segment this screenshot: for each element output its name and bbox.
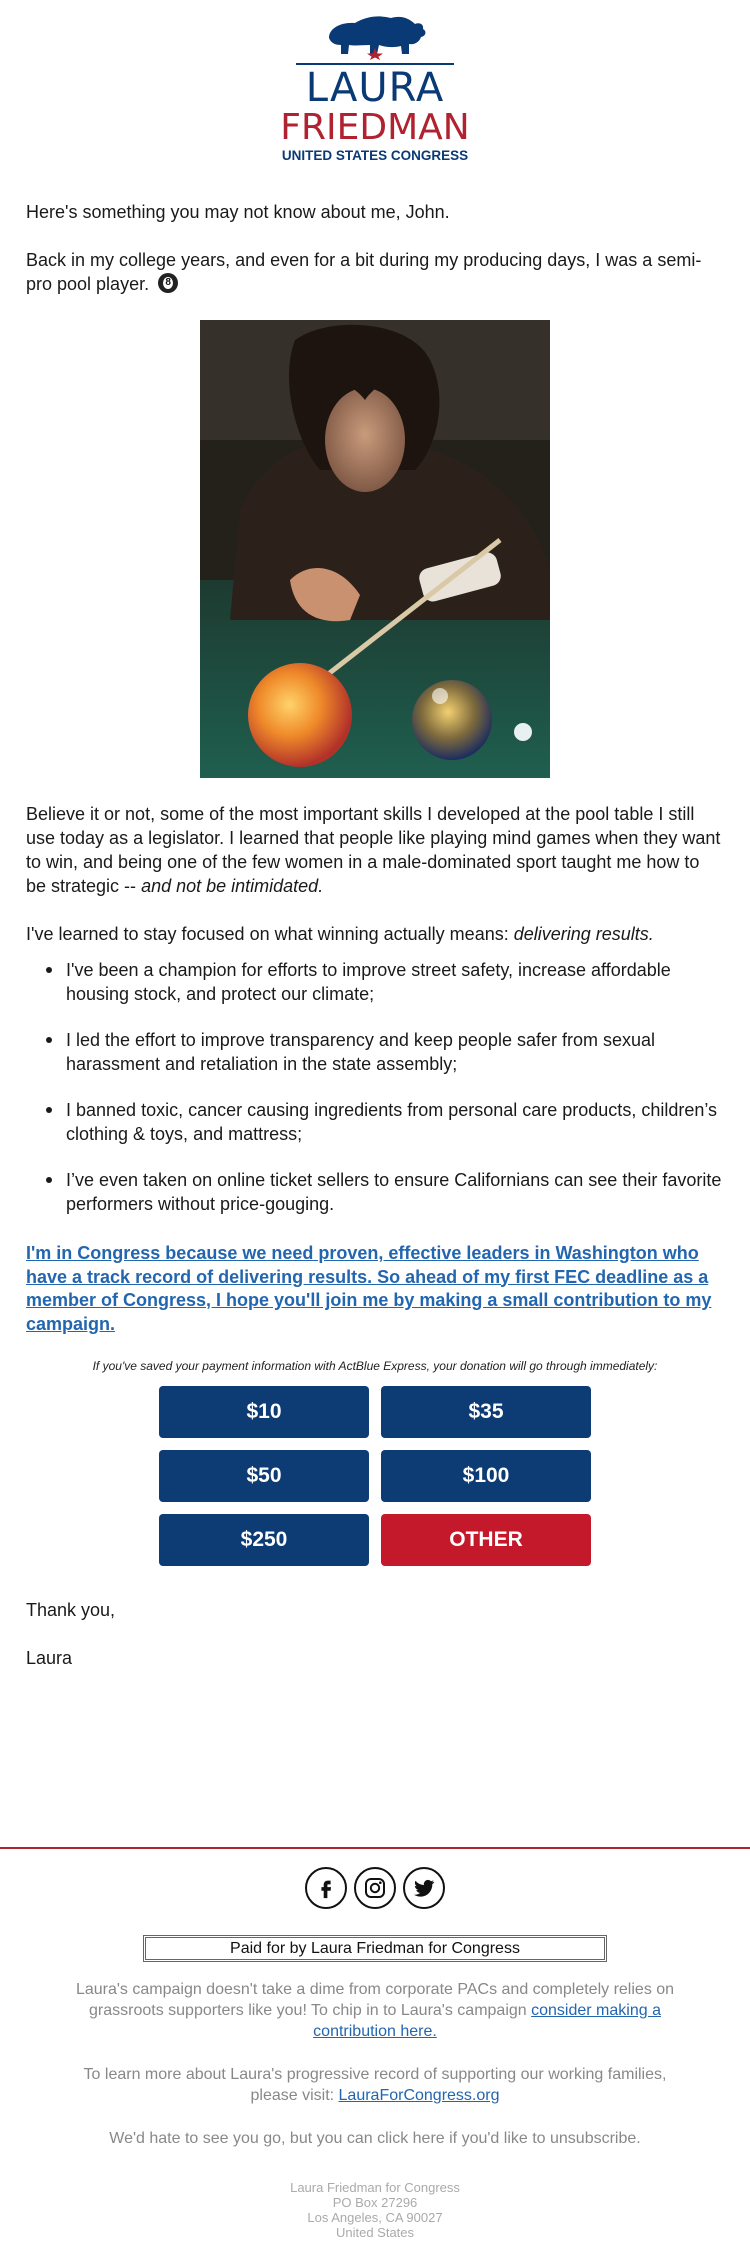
footer-divider: [0, 1847, 750, 1849]
focus-text: I've learned to stay focused on what winning actually means:: [26, 924, 509, 944]
logo-first-name: LAURA: [305, 65, 445, 111]
address-line: Laura Friedman for Congress: [290, 2180, 460, 2195]
donate-35-button[interactable]: $35: [381, 1386, 591, 1438]
skills-text: Believe it or not, some of the most important skills I developed at the pool table I still use today as a legislator. I learned that people like playing mind games when they want to win, and being one of the few women in a male-dominated sport taught me how to be strategic --: [26, 804, 721, 896]
social-links: [0, 1867, 750, 1909]
address-line: United States: [335, 2225, 415, 2240]
focus-emphasis: delivering results.: [513, 924, 654, 944]
learn-more-text: To learn more about Laura's progressive record of supporting our working families, please visit:: [83, 2066, 667, 2104]
contribution-cta-link[interactable]: I'm in Congress because we need proven, effective leaders in Washington who have a track record of delivering results. So ahead of my first FEC deadline as a member of Congress, I hope you'll join me by making a small contribution to my campaign.: [26, 1243, 712, 1334]
signoff-name: Laura: [26, 1648, 73, 1668]
logo-subtitle: UNITED STATES CONGRESS: [281, 148, 469, 163]
unsubscribe-link[interactable]: We'd hate to see you go, but you can click here if you'd like to unsubscribe.: [109, 2130, 641, 2147]
donate-other-button[interactable]: OTHER: [381, 1514, 591, 1566]
california-bear-icon: [315, 12, 435, 60]
list-item: I banned toxic, cancer causing ingredients from personal care products, children’s clothing & toys, and mattress;: [26, 1098, 724, 1146]
facebook-icon[interactable]: [305, 1867, 347, 1909]
skills-emphasis: and not be intimidated.: [141, 876, 324, 896]
list-item: I led the effort to improve transparency and keep people safer from sexual harassment and retaliation in the state assembly;: [26, 1028, 724, 1076]
address-line: Los Angeles, CA 90027: [307, 2210, 443, 2225]
address-line: PO Box 27296: [332, 2195, 418, 2210]
achievements-list: [26, 958, 724, 1216]
campaign-logo: [0, 12, 750, 164]
intro-text: Back in my college years, and even for a bit during my producing days, I was a semi-pro pool player.: [26, 250, 702, 294]
donate-50-button[interactable]: $50: [159, 1450, 369, 1502]
skills-paragraph: [26, 802, 724, 898]
intro-paragraph: [26, 248, 724, 296]
contribution-link[interactable]: consider making a contribution here.: [313, 2002, 661, 2040]
donate-250-button[interactable]: $250: [159, 1514, 369, 1566]
focus-paragraph: [26, 922, 724, 946]
pool-player-photo: [200, 320, 550, 778]
signoff-thanks: Thank you,: [26, 1600, 116, 1620]
grassroots-paragraph: [60, 1979, 690, 2042]
eight-ball-icon: [158, 273, 178, 293]
actblue-express-note: If you've saved your payment information with ActBlue Express, your donation will go through immediately:: [92, 1359, 658, 1373]
list-item: I’ve even taken on online ticket sellers to ensure Californians can see their favorite performers without price-gouging.: [26, 1168, 724, 1216]
logo-last-name: FRIEDMAN: [280, 107, 470, 148]
donate-100-button[interactable]: $100: [381, 1450, 591, 1502]
twitter-icon[interactable]: [403, 1867, 445, 1909]
instagram-icon[interactable]: [354, 1867, 396, 1909]
website-link[interactable]: LauraForCongress.org: [338, 2087, 500, 2104]
paid-for-disclaimer: Paid for by Laura Friedman for Congress: [143, 1935, 607, 1962]
donate-10-button[interactable]: $10: [159, 1386, 369, 1438]
learn-more-paragraph: [60, 2064, 690, 2106]
grassroots-text: Laura's campaign doesn't take a dime from corporate PACs and completely relies on grassroots supporters like you! To chip in to Laura's campaign: [75, 1981, 675, 2019]
greeting: Here's something you may not know about me, John.: [26, 202, 450, 222]
list-item: I've been a champion for efforts to improve street safety, increase affordable housing stock, and protect our climate;: [26, 958, 724, 1006]
mailing-address: [0, 2180, 750, 2240]
